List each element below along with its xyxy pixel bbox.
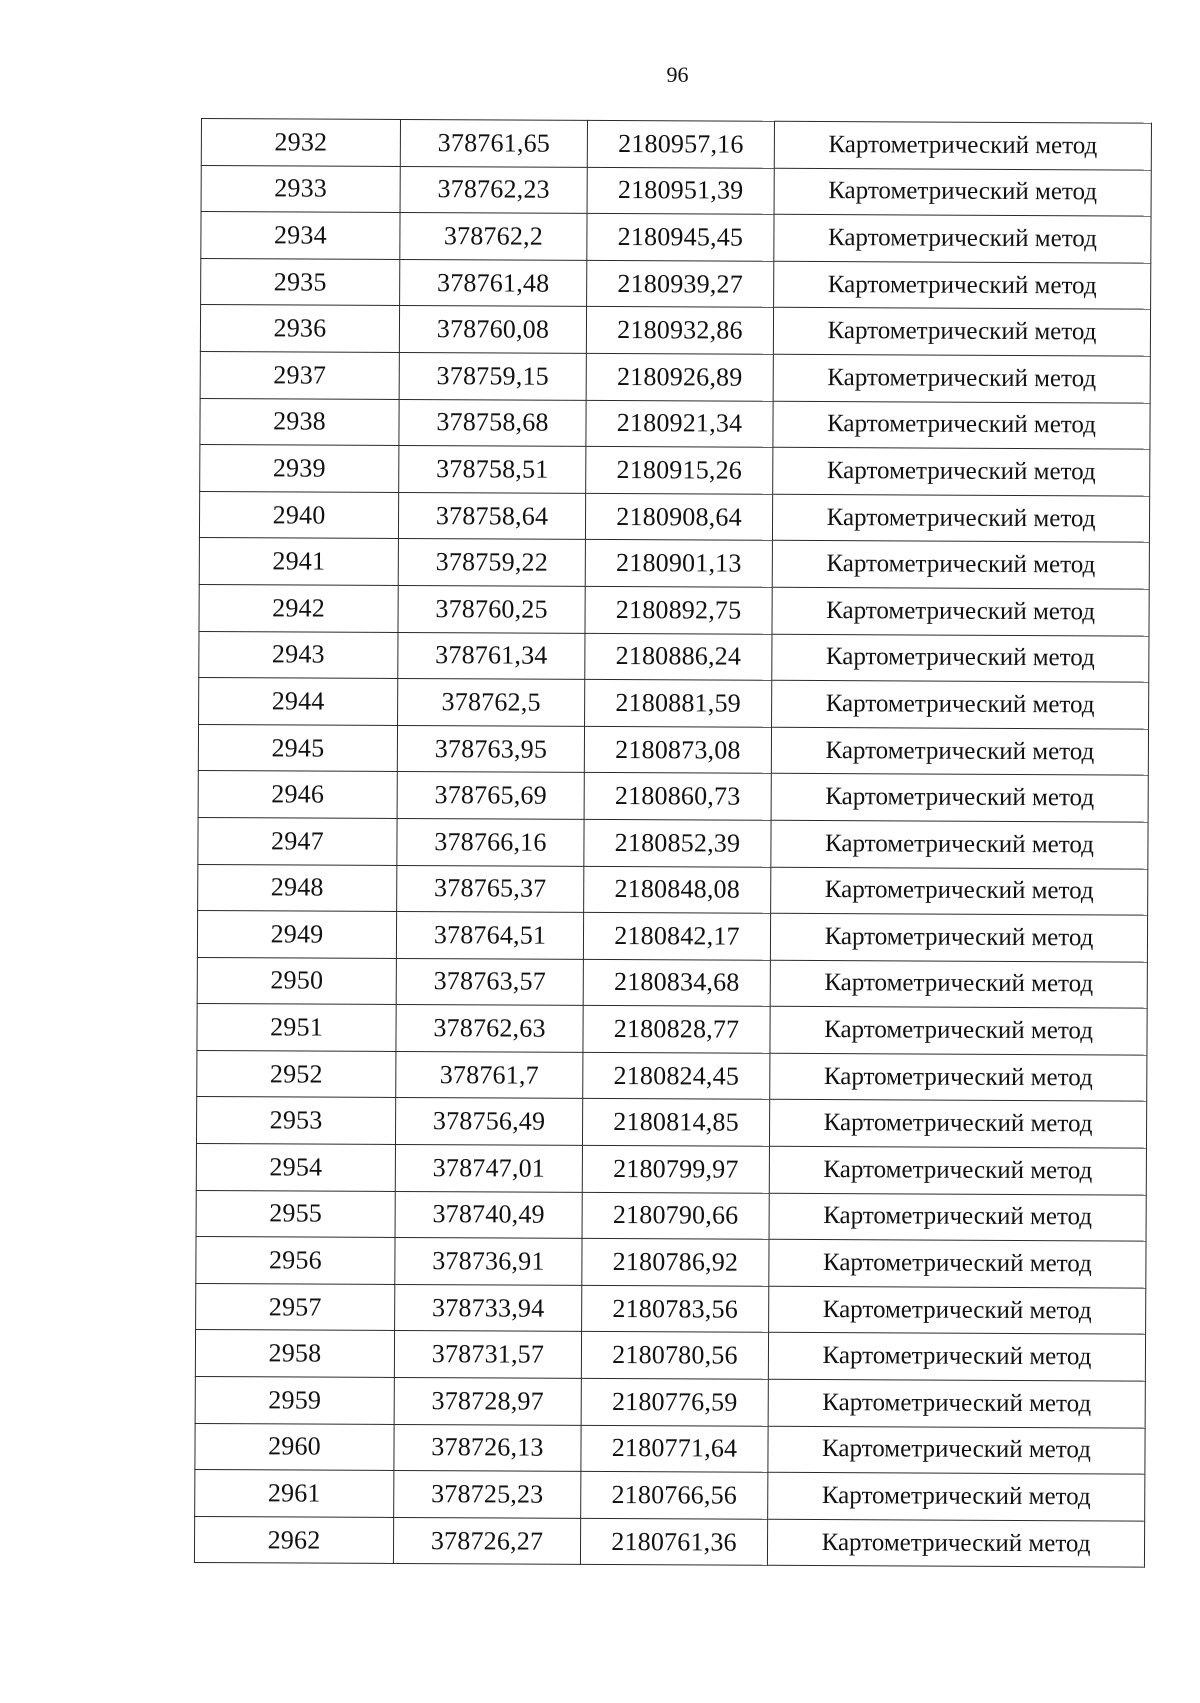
method-cell: Картометрический метод [769,1286,1146,1334]
method-cell: Картометрический метод [769,1193,1146,1241]
table-row [201,258,1151,309]
method-cell: Картометрический метод [774,214,1151,262]
x-coordinate-cell: 378760,08 [399,306,586,354]
x-coordinate-cell: 378763,57 [396,958,583,1006]
y-coordinate-cell: 2180873,08 [584,726,771,774]
table-row [196,1237,1146,1288]
table-row [195,1330,1145,1381]
x-coordinate-cell: 378756,49 [395,1098,582,1146]
table-row [197,1004,1147,1055]
table-row [200,305,1150,356]
point-number-cell: 2958 [195,1330,394,1378]
table-row [200,398,1150,449]
x-coordinate-cell: 378758,68 [399,399,586,447]
x-coordinate-cell: 378765,69 [397,772,584,820]
point-number-cell: 2937 [200,351,399,399]
method-cell: Картометрический метод [771,727,1148,775]
method-cell: Картометрический метод [768,1379,1145,1427]
x-coordinate-cell: 378766,16 [397,818,584,866]
point-number-cell: 2939 [200,445,399,493]
y-coordinate-cell: 2180892,75 [585,586,772,634]
table-row [195,1470,1145,1521]
method-cell: Картометрический метод [774,261,1151,309]
method-cell: Картометрический метод [774,121,1151,169]
table-row [196,1283,1146,1334]
y-coordinate-cell: 2180780,56 [581,1332,768,1380]
y-coordinate-cell: 2180828,77 [583,1006,770,1054]
point-number-cell: 2960 [195,1423,394,1471]
x-coordinate-cell: 378759,15 [399,352,586,400]
table-row [195,1423,1145,1474]
method-cell: Картометрический метод [768,1333,1145,1381]
point-number-cell: 2934 [201,212,400,260]
table-row [198,817,1148,868]
x-coordinate-cell: 378726,13 [394,1424,581,1472]
y-coordinate-cell: 2180860,73 [584,773,771,821]
method-cell: Картометрический метод [772,634,1149,682]
x-coordinate-cell: 378758,51 [399,446,586,494]
y-coordinate-cell: 2180915,26 [586,447,773,495]
y-coordinate-cell: 2180783,56 [582,1285,769,1333]
point-number-cell: 2942 [199,584,398,632]
method-cell: Картометрический метод [770,1053,1147,1101]
method-cell: Картометрический метод [773,401,1150,449]
y-coordinate-cell: 2180957,16 [587,120,774,168]
method-cell: Картометрический метод [773,354,1150,402]
point-number-cell: 2953 [196,1097,395,1145]
method-cell: Картометрический метод [769,1146,1146,1194]
x-coordinate-cell: 378763,95 [397,725,584,773]
y-coordinate-cell: 2180926,89 [586,353,773,401]
table-row [196,1144,1146,1195]
table-row [198,864,1148,915]
method-cell: Картометрический метод [772,680,1149,728]
x-coordinate-cell: 378765,37 [397,865,584,913]
table-row [194,1516,1144,1567]
table-row [200,351,1150,402]
point-number-cell: 2956 [196,1237,395,1285]
table-row [199,678,1149,729]
x-coordinate-cell: 378731,57 [394,1331,581,1379]
y-coordinate-cell: 2180786,92 [582,1239,769,1287]
x-coordinate-cell: 378728,97 [394,1377,581,1425]
point-number-cell: 2946 [198,771,397,819]
method-cell: Картометрический метод [767,1519,1144,1567]
page-number: 96 [666,62,689,87]
point-number-cell: 2941 [199,538,398,586]
y-coordinate-cell: 2180939,27 [587,260,774,308]
table-row [199,631,1149,682]
table-row [198,771,1148,822]
x-coordinate-cell: 378762,2 [400,213,587,261]
x-coordinate-cell: 378761,7 [396,1051,583,1099]
y-coordinate-cell: 2180776,59 [581,1378,768,1426]
point-number-cell: 2936 [200,305,399,353]
point-number-cell: 2955 [196,1190,395,1238]
y-coordinate-cell: 2180824,45 [583,1052,770,1100]
x-coordinate-cell: 378736,91 [395,1238,582,1286]
x-coordinate-cell: 378761,65 [400,119,587,167]
table-row [196,1190,1146,1241]
table-row [200,445,1150,496]
point-number-cell: 2938 [200,398,399,446]
y-coordinate-cell: 2180886,24 [585,633,772,681]
method-cell: Картометрический метод [771,820,1148,868]
method-cell: Картометрический метод [772,494,1149,542]
point-number-cell: 2948 [198,864,397,912]
point-number-cell: 2954 [196,1144,395,1192]
x-coordinate-cell: 378733,94 [395,1284,582,1332]
table-row [197,957,1147,1008]
x-coordinate-cell: 378740,49 [395,1191,582,1239]
x-coordinate-cell: 378762,5 [398,679,585,727]
y-coordinate-cell: 2180908,64 [585,493,772,541]
y-coordinate-cell: 2180951,39 [587,167,774,215]
x-coordinate-cell: 378762,23 [400,166,587,214]
x-coordinate-cell: 378761,48 [400,259,587,307]
x-coordinate-cell: 378758,64 [398,492,585,540]
x-coordinate-cell: 378725,23 [394,1471,581,1519]
table-row [201,119,1151,170]
point-number-cell: 2952 [197,1050,396,1098]
method-cell: Картометрический метод [772,587,1149,635]
y-coordinate-cell: 2180842,17 [583,912,770,960]
point-number-cell: 2961 [195,1470,394,1518]
method-cell: Картометрический метод [773,308,1150,356]
x-coordinate-cell: 378761,34 [398,632,585,680]
y-coordinate-cell: 2180761,36 [580,1518,767,1566]
x-coordinate-cell: 378747,01 [395,1145,582,1193]
point-number-cell: 2945 [198,724,397,772]
table-row [201,165,1151,216]
method-cell: Картометрический метод [774,168,1151,216]
y-coordinate-cell: 2180771,64 [581,1425,768,1473]
method-cell: Картометрический метод [771,867,1148,915]
y-coordinate-cell: 2180881,59 [585,680,772,728]
y-coordinate-cell: 2180945,45 [587,214,774,262]
table-row [199,584,1149,635]
method-cell: Картометрический метод [770,913,1147,961]
y-coordinate-cell: 2180790,66 [582,1192,769,1240]
x-coordinate-cell: 378760,25 [398,585,585,633]
table-row [199,538,1149,589]
y-coordinate-cell: 2180834,68 [583,959,770,1007]
table-row [198,724,1148,775]
point-number-cell: 2951 [197,1004,396,1052]
point-number-cell: 2932 [201,119,400,167]
point-number-cell: 2947 [198,817,397,865]
table-row [195,1377,1145,1428]
method-cell: Картометрический метод [772,541,1149,589]
y-coordinate-cell: 2180852,39 [584,819,771,867]
method-cell: Картометрический метод [769,1240,1146,1288]
y-coordinate-cell: 2180766,56 [581,1472,768,1520]
method-cell: Картометрический метод [773,447,1150,495]
y-coordinate-cell: 2180921,34 [586,400,773,448]
point-number-cell: 2933 [201,165,400,213]
method-cell: Картометрический метод [770,1007,1147,1055]
x-coordinate-cell: 378726,27 [393,1517,580,1565]
point-number-cell: 2944 [199,678,398,726]
x-coordinate-cell: 378764,51 [396,912,583,960]
y-coordinate-cell: 2180799,97 [582,1145,769,1193]
coordinates-table-body [194,119,1151,1568]
point-number-cell: 2940 [199,491,398,539]
point-number-cell: 2943 [199,631,398,679]
table-row [201,212,1151,263]
point-number-cell: 2949 [197,911,396,959]
y-coordinate-cell: 2180814,85 [582,1099,769,1147]
method-cell: Картометрический метод [769,1100,1146,1148]
y-coordinate-cell: 2180932,86 [586,307,773,355]
table-row [196,1097,1146,1148]
y-coordinate-cell: 2180848,08 [584,866,771,914]
point-number-cell: 2959 [195,1377,394,1425]
method-cell: Картометрический метод [770,960,1147,1008]
table-row [199,491,1149,542]
point-number-cell: 2935 [201,258,400,306]
table-row [197,1050,1147,1101]
x-coordinate-cell: 378759,22 [398,539,585,587]
method-cell: Картометрический метод [768,1473,1145,1521]
x-coordinate-cell: 378762,63 [396,1005,583,1053]
method-cell: Картометрический метод [768,1426,1145,1474]
point-number-cell: 2957 [196,1283,395,1331]
method-cell: Картометрический метод [771,774,1148,822]
table-row [197,911,1147,962]
point-number-cell: 2962 [194,1516,393,1564]
y-coordinate-cell: 2180901,13 [585,540,772,588]
point-number-cell: 2950 [197,957,396,1005]
coordinates-table [194,118,1152,1568]
